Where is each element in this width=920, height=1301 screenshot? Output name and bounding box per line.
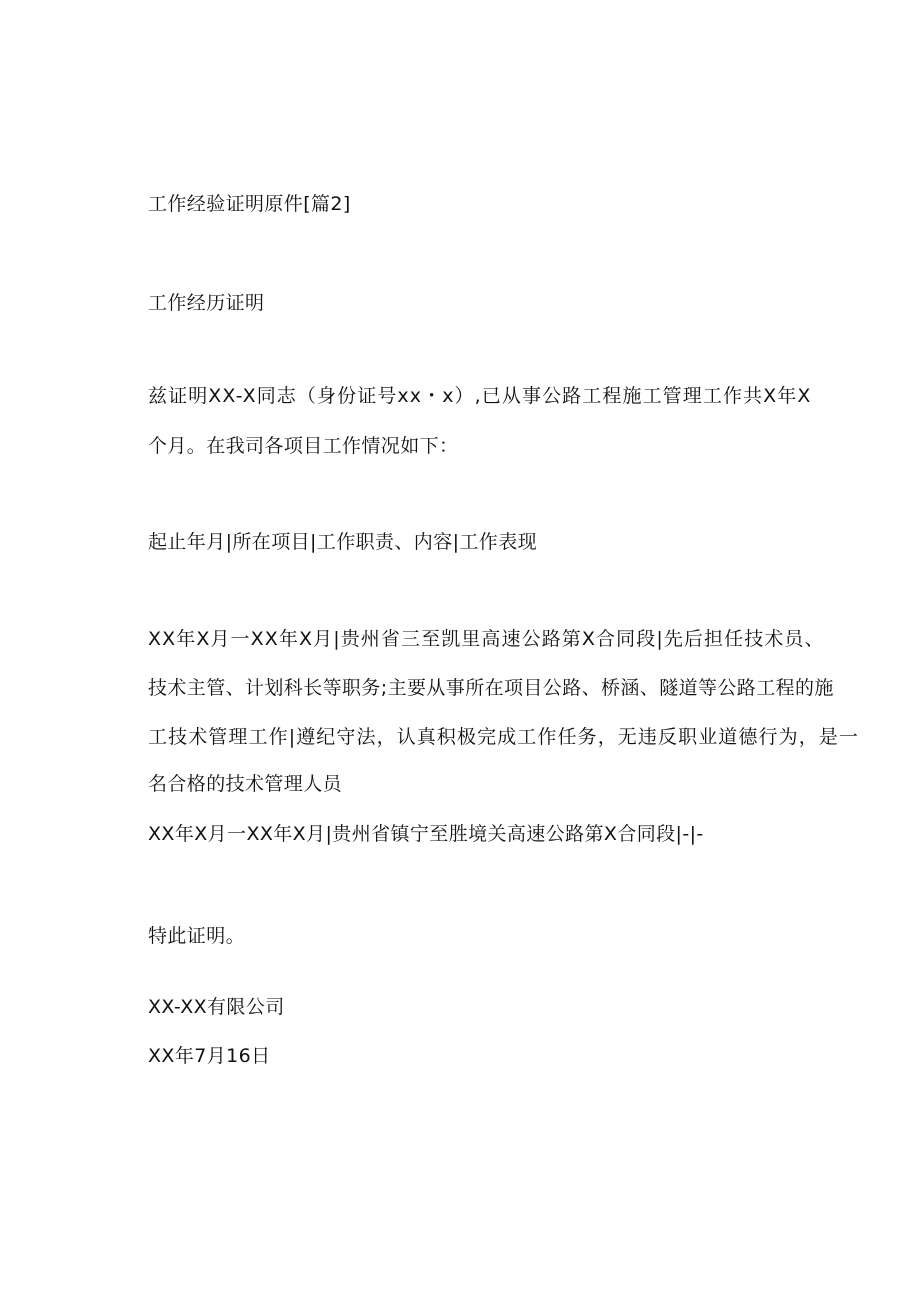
- entry-1-line-3: 工技术管理工作|遵纪守法，认真积极完成工作任务，无违反职业道德行为，是一: [148, 726, 860, 748]
- heading-part: 工作经验证明原件[篇2]: [148, 193, 351, 215]
- entry-2: XX年X月一XX年X月|贵州省镇宁至胜境关高速公路第X合同段|-|-: [148, 823, 704, 845]
- table-header: 起止年月|所在项目|工作职责、内容|工作表现: [148, 531, 538, 553]
- entry-1-line-2: 技术主管、计划科长等职务;主要从事所在项目公路、桥涵、隧道等公路工程的施: [148, 677, 834, 699]
- intro-line-2: 个月。在我司各项目工作情况如下：: [148, 435, 459, 457]
- company-name: XX-XX有限公司: [148, 996, 285, 1018]
- intro-line-1: 兹证明XX-X同志（身份证号xx・x）,已从事公路工程施工管理工作共X年X: [148, 385, 812, 407]
- closing-text: 特此证明。: [148, 925, 246, 947]
- entry-1-line-1: XX年X月一XX年X月|贵州省三至凯里高速公路第X合同段|先后担任技术员、: [148, 628, 825, 650]
- document-date: XX年7月16日: [148, 1045, 271, 1067]
- entry-1-line-4: 名合格的技术管理人员: [148, 773, 343, 795]
- document-title: 工作经历证明: [148, 292, 265, 314]
